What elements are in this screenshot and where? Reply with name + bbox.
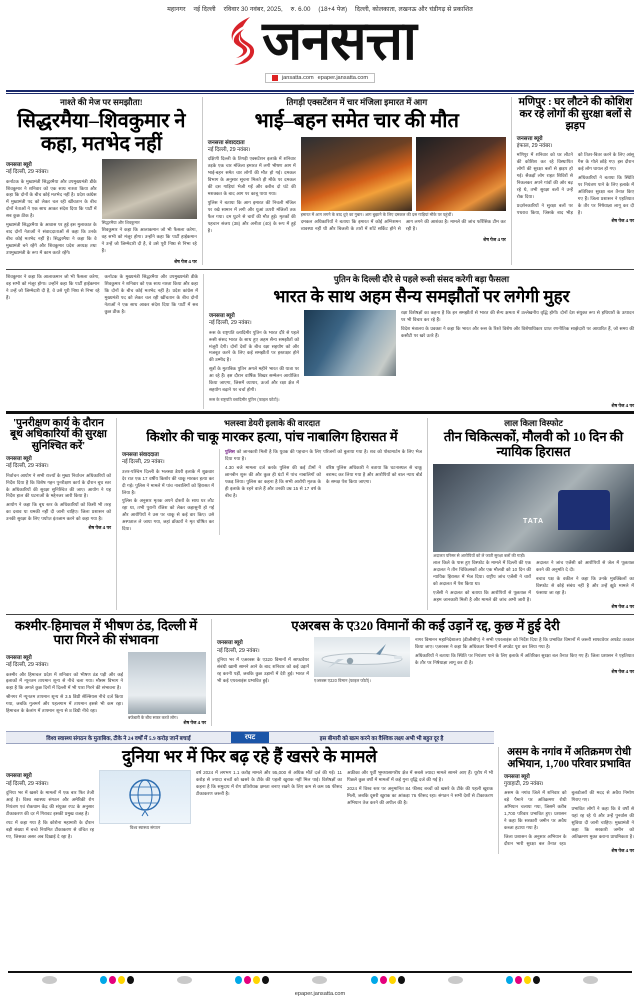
photo-caption: बर्फबारी के बीच सफर करते लोग।	[128, 714, 179, 720]
photo-caption: रूस के राष्ट्रपति व्लादिमीर पुतिन (फाइल फोटो)।	[209, 397, 280, 403]
story-body	[6, 179, 97, 258]
byline-dateline: नई दिल्ली, 29 नवंबर।	[6, 169, 49, 176]
photo-snowfall	[128, 652, 206, 714]
byline-source: जनसत्ता संवाददाता	[122, 452, 159, 459]
paragraph: दक्षिणी दिल्ली के तिगड़ी एक्सटेंशन इलाके में शनिवार तड़के एक चार मंजिला इमारत में लगी भीषण आग में भाई-बहन समेत चार लोगों की मौत हो गई। दमकल विभाग के अनुसार सूचना मिलते ही मौके पर दमकल की दस गाड़ियां भेजी गईं और करीब दो घंटे की मशक्कत के बाद आग पर काबू पाया गया।	[207, 156, 296, 196]
continued-label: शेष पेज 4 पर	[611, 848, 634, 854]
band-divider-2	[6, 411, 634, 414]
story-body	[517, 152, 634, 218]
paragraph: अधिकारियों ने बताया कि स्थिति पर नियंत्रण पाने के लिए इलाके में अतिरिक्त सुरक्षा बल तैनात किए गए हैं। जिला प्रशासन ने एहतियात के तौर पर निषेधाज्ञा लागू कर दी है।	[577, 175, 634, 216]
byline-dateline: नई दिल्ली, 29 नवंबर।	[6, 463, 49, 470]
byline-source: जनसत्ता ब्यूरो	[217, 640, 243, 647]
cmyk-dot-group	[506, 976, 540, 984]
paragraph: रक्षा विशेषज्ञों का कहना है कि इन समझौतों से भारत की सैन्य क्षमता में उल्लेखनीय वृद्धि होगी। दोनों देश संयुक्त रूप से हथियारों के उत्पादन पर भी विचार कर रहे हैं।	[401, 309, 634, 322]
masthead-logo-row	[8, 11, 632, 72]
byline	[217, 640, 309, 655]
story-airbus-a320	[217, 619, 634, 727]
byline-dateline: नई दिल्ली, 29 नवंबर।	[207, 146, 251, 153]
paragraph: मुख्यमंत्री सिद्धरमैया के आवास पर हुई इस मुलाकात के बाद दोनों नेताओं ने संवाददाताओं से कहा कि उनके बीच कोई मतभेद नहीं है। सिद्धरमैया ने कहा कि वे मुख्यमंत्री बने रहेंगे और शिवकुमार प्रदेश अध्यक्ष तथा उपमुख्यमंत्री के रूप में काम करते रहेंगे।	[6, 222, 97, 256]
headline: मणिपुर : घर लौटने की कोशिश कर रहे लोगों की सुरक्षा बलों से झड़प	[518, 97, 633, 132]
measles-strip	[6, 731, 494, 744]
photo-red-fort-custody	[433, 464, 634, 552]
story-body	[401, 310, 634, 340]
byline-source: जनसत्ता ब्यूरो	[6, 161, 32, 168]
byline-dateline: नई दिल्ली, 29 नवंबर।	[217, 647, 260, 654]
story-body	[415, 637, 634, 667]
byline-source: जनसत्ता ब्यूरो	[6, 455, 32, 462]
story-russia-india	[209, 274, 634, 409]
magenta-dot	[244, 976, 251, 984]
band-russia	[0, 274, 640, 409]
kicker: नाश्ते की मेज पर समझौता!	[60, 97, 143, 108]
story-body	[209, 330, 299, 395]
yellow-dot	[118, 976, 125, 984]
headline: एअरबस के ए320 विमानों की कई उड़ानें रद्द, कुछ में हुई देरी	[291, 617, 560, 633]
registration-mark	[448, 976, 463, 984]
paragraph: उत्तर-पश्चिम दिल्ली के भलस्वा डेयरी इलाके में शुक्रवार देर रात एक 17 वर्षीय किशोर की चाकू मारकर हत्या कर दी गई। पुलिस ने मामले में पांच नाबालिगों को हिरासत में लिया है।	[122, 468, 214, 495]
website-links[interactable]	[265, 73, 375, 83]
paragraph: कर्नाटक के मुख्यमंत्री सिद्धरमैया और उपमुख्यमंत्री डीके शिवकुमार ने शनिवार को एक साथ नाश्ता किया और कहा कि दोनों के बीच कोई मतभेद नहीं है। प्रदेश कांग्रेस में मुख्यमंत्री पद को लेकर चल रही खींचतान के बीच दोनों नेताओं ने एक साथ आकर संदेश दिया कि पार्टी में सब कुछ ठीक है।	[104, 274, 198, 315]
masthead-rule-thin	[6, 93, 634, 94]
continued-label: शेष पेज 4 पर	[611, 218, 634, 223]
photo-fire-closeup	[416, 137, 505, 211]
byline-dateline: नई दिल्ली, 29 नवंबर।	[122, 459, 165, 466]
headline: कश्मीर-हिमाचल में भीषण ठंड, दिल्ली में पारा गिरने की संभावना	[14, 617, 198, 648]
story-body	[217, 657, 309, 685]
story-manipur	[517, 97, 634, 265]
paragraph: 4.30 बजे मामला दर्ज करके पुलिस की कई टीमों ने छानबीन शुरू की और कुछ ही घंटों में पांच नाबालिगों को पकड़ लिया। पुलिस का कहना है कि सभी आरोपी मृतक के ही इलाके के रहने वाले हैं और उनकी उम्र 15 से 17 वर्ष के बीच है।	[225, 464, 321, 498]
story-siddaramaiah-jump	[6, 274, 198, 409]
byline	[6, 162, 97, 177]
photo-fire-building	[301, 137, 413, 211]
registration-mark	[42, 976, 57, 984]
headline: किशोर की चाकू मारकर हत्या, पांच नाबालिग हिरासत में	[146, 429, 398, 445]
masthead-date: रविवार 30 नवंबर, 2025,	[223, 6, 283, 13]
paragraph: दुनिया भर में एअरबस के ए320 विमानों में साफ्टवेयर संबंधी खामी सामने आने के बाद शनिवार को कई उड़ानें रद्द करनी पड़ीं, जबकि कुछ उड़ानों में देरी हुई। भारत में भी कई एयरलाइंस प्रभावित हुईं।	[217, 656, 309, 683]
paragraph: कश्मीर और हिमाचल प्रदेश में शनिवार को भीषण ठंड पड़ी और कई इलाकों में न्यूनतम तापमान शून्य से नीचे चला गया। मौसम विभाग ने कहा है कि अगले कुछ दिनों में दिल्ली में भी पारा गिरने की संभावना है।	[6, 671, 123, 691]
masthead-price: रु. 6.00	[290, 6, 311, 13]
story-red-fort-blast	[433, 418, 634, 610]
black-dot	[262, 976, 269, 984]
footer-url[interactable]: epaper.jansatta.com	[294, 991, 346, 997]
continued-label: शेष पेज 4 पर	[183, 720, 206, 726]
kicker: भलस्वा डेयरी इलाके की वारदात	[223, 417, 321, 428]
story-body	[6, 672, 123, 716]
byline-dateline: इंफाल, 29 नवंबर।	[516, 142, 553, 149]
photo-caption: सिद्धरमैया और शिवकुमार	[101, 219, 140, 225]
paragraph: दुनिया भर में खसरे के मामलों में एक बार फिर तेजी आई है। विश्व स्वास्थ्य संगठन और अमेरिकी रोग नियंत्रण एवं रोकथाम केंद्र की संयुक्त रपट के अनुसार टीकाकरण की दर में गिरावट इसकी प्रमुख वजह है।	[6, 790, 94, 816]
magenta-dot	[380, 976, 387, 984]
story-measles	[6, 747, 493, 854]
magenta-dot	[109, 976, 116, 984]
paragraph: जिला प्रशासन के अनुसार अभियान के दौरान भारी सुरक्षा बल तैनात रहा। बुलडोजरों की मदद से अवैध निर्माण गिराए गए।	[504, 790, 634, 847]
kicker: लाल किला विस्फोट	[504, 417, 563, 428]
byline-dateline: नई दिल्ली, 29 नवंबर।	[6, 780, 49, 787]
black-dot	[127, 976, 134, 984]
cmyk-registration-row	[0, 973, 640, 984]
continued-label: शेष पेज 4 पर	[611, 669, 634, 675]
lead-rest: को जानकारी मिली है कि युवक की पहचान के लिए परिजनों को बुलाया गया है। शव को पोस्टमार्टम के लिए भेज दिया गया है।	[225, 449, 422, 461]
paragraph: आयोग ने कहा कि बूथ स्तर के अधिकारियों को किसी भी तरह का दबाव या धमकी नहीं दी जानी चाहिए। जिला प्रशासन को उनकी सुरक्षा के लिए पर्याप्त इंतजाम करने को कहा गया है।	[6, 502, 111, 522]
strip-left-text: विश्व स्वास्थ्य संगठन के मुताबिक, टीके ने 24 वर्षों में 5.9 करोड़ जानें बचाईं	[46, 735, 191, 742]
yellow-dot	[389, 976, 396, 984]
story-cold-wave	[6, 619, 206, 727]
story-assam-eviction	[504, 747, 634, 854]
paragraph: निर्वाचन आयोग ने सभी राज्यों के मुख्य निर्वाचन अधिकारियों को निर्देश दिया है कि विशेष गहन पुनरीक्षण कार्य के दौरान बूथ स्तर के अधिकारियों की सुरक्षा सुनिश्चित की जाए। आयोग ने यह निर्देश हाल की घटनाओं के मद्देनजर जारी किया है।	[6, 472, 111, 499]
photo-caption: इमारत में आग लगने के बाद धुएं का गुबार। आग बुझाने के लिए दमकल की दस गाड़ियां मौके पर पहुंचीं।	[300, 211, 453, 217]
paragraph: पुलिस के अनुसार मृतक अपने दोस्तों के साथ घर लौट रहा था, तभी पुरानी रंजिश को लेकर कहासुनी हो गई और आरोपियों ने उस पर चाकू से कई वार किए। उसे अस्पताल ले जाया गया, जहां डॉक्टरों ने मृत घोषित कर दिया।	[122, 498, 214, 532]
cyan-dot	[235, 976, 242, 984]
band-cold-airbus	[0, 619, 640, 727]
paragraph: असम के नगांव जिले में शनिवार को बड़े पैमाने पर अतिक्रमण रोधी अभियान चलाया गया, जिसमें करीब 1,700 परिवार प्रभावित हुए। प्रशासन ने कहा कि सरकारी जमीन पर अवैध कब्जा हटाया गया है।	[504, 790, 567, 831]
site-link-epaper[interactable]: epaper.jansatta.com	[317, 75, 369, 82]
story-ec-booth-safety	[6, 418, 111, 610]
headline: तीन चिकित्सकों, मौलवी को 10 दिन की न्यायिक हिरासत	[443, 429, 624, 460]
paragraph: सूत्रों के मुताबिक पुतिन अगले महीने भारत की यात्रा पर आ रहे हैं। इस दौरान वार्षिक शिखर सम्मेलन आयोजित किया जाएगा, जिसमें व्यापार, ऊर्जा और रक्षा क्षेत्र में सहयोग बढ़ाने पर चर्चा होगी।	[209, 366, 299, 393]
continued-label: शेष पेज 4 पर	[611, 402, 634, 408]
photo-airbus-plane	[314, 637, 410, 677]
headline: असम के नगांव में अतिक्रमण रोधी अभियान, 1,700 परिवार प्रभावित	[506, 747, 631, 771]
story-body	[196, 770, 493, 807]
magenta-dot	[515, 976, 522, 984]
byline	[122, 452, 214, 467]
byline	[6, 456, 111, 471]
byline-dateline: नई दिल्ली, 29 नवंबर।	[209, 320, 252, 327]
kicker: तिगड़ी एक्सटेंशन में चार मंजिला इमारत में आग	[286, 97, 428, 108]
paragraph: रपट में कहा गया है कि कोरोना महामारी के दौरान बड़ी संख्या में बच्चे नियमित टीकाकरण से वंचित रह गए, जिसका असर अब दिखाई दे रहा है।	[6, 819, 94, 839]
paragraph: बचाव पक्ष के वकील ने कहा कि उनके मुवक्किलों का विस्फोट से कोई संबंध नहीं है और उन्हें झूठे मामले में फंसाया जा रहा है।	[536, 575, 634, 595]
byline-dateline: नई दिल्ली, 29 नवंबर।	[6, 662, 49, 669]
headline: सिद्धरमैया–शिवकुमार ने कहा, मतभेद नहीं	[17, 110, 186, 155]
flame-icon	[224, 15, 258, 67]
cyan-dot	[371, 976, 378, 984]
black-dot	[398, 976, 405, 984]
cmyk-dot-group	[235, 976, 269, 984]
graphic-caption: विश्व स्वास्थ्य संगठन	[129, 825, 161, 831]
paragraph: प्रदर्शनकारियों ने सुरक्षा बलों पर पथराव किया, जिसके बाद भीड़ को तितर-बितर करने के लिए आंसू गैस के गोले छोड़े गए। इस दौरान कई लोग घायल हो गए।	[516, 152, 634, 216]
band-bottom	[0, 747, 640, 854]
favicon-icon	[272, 75, 278, 81]
byline	[6, 773, 94, 788]
byline-dateline: गुवाहाटी, 29 नवंबर।	[504, 781, 544, 788]
photo-caption: एअरबस ए320 विमान (फाइल फोटो)।	[314, 678, 371, 684]
photo-siddaramaiah-shivakumar	[102, 159, 197, 219]
continued-label: शेष पेज 4 पर	[88, 525, 111, 531]
headline: 'पुनरीक्षण कार्य के दौरान बूथ अधिकारियों की सुरक्षा सुनिश्चित करें'	[10, 417, 107, 453]
byline-source: जनसत्ता ब्यूरो	[516, 135, 543, 142]
registration-mark	[177, 976, 192, 984]
masthead-pages: (18+4 पेज)	[318, 6, 348, 13]
band-middle	[0, 418, 640, 610]
paragraph: अफ्रीका और पूर्वी भूमध्यसागरीय क्षेत्र में सबसे ज्यादा मामले सामने आए हैं। यूरोप में भी पिछले कुछ वर्षों में मामलों में कई गुना वृद्धि दर्ज की गई है।	[347, 770, 493, 783]
paragraph: 2024 में विश्व स्तर पर अनुमानित 84 फीसद बच्चों को खसरे के टीके की पहली खुराक मिली, जबकि दूसरी खुराक का आंकड़ा 76 फीसद रहा। संगठन ने सभी देशों से टीकाकरण अभियान तेज करने की अपील की है।	[347, 786, 493, 806]
paragraph: दमकल अधिकारियों ने बताया कि इमारत में कोई अग्निशमन व्यवस्था नहीं थी और बिजली के तारों में शॉर्ट सर्किट होने से आग लगने की आशंका है। मामले की जांच फॉरेंसिक टीम कर रही है।	[300, 219, 506, 231]
masthead-title: जनसत्ता	[262, 11, 416, 72]
photo-putin	[304, 310, 396, 376]
continued-label: शेष पेज 4 पर	[611, 603, 634, 609]
yellow-dot	[253, 976, 260, 984]
band-divider-3	[6, 614, 634, 615]
top-band	[0, 97, 640, 265]
cmyk-dot-group	[371, 976, 405, 984]
byline-source: जनसत्ता ब्यूरो	[504, 773, 530, 780]
paragraph-figures: वर्ष 2024 में लगभग 1.1 करोड़ मामले और 95,000 से अधिक मौतें दर्ज की गईं। 11 करोड़ से ज्यादा बच्चों को खसरे के टीके की पहली खुराक नहीं मिल पाई। विशेषज्ञों का कहना है कि समुदाय में रोग प्रतिरोधक क्षमता बनाए रखने के लिए कम से कम 95 फीसद टीकाकरण जरूरी है।	[196, 770, 342, 797]
cyan-dot	[100, 976, 107, 984]
paragraph: शिवकुमार ने कहा कि आलाकमान जो भी फैसला करेगा, वह सभी को मंजूर होगा। उन्होंने कहा कि पार्टी हाईकमान ने उन्हें जो जिम्मेदारी दी है, वे उसे पूरी निष्ठा से निभा रहे हैं।	[6, 274, 100, 301]
paragraph: पुलिस ने बताया कि आग इमारत की निचली मंजिल पर रखे सामान में लगी और धुआं ऊपरी मंजिलों तक फैल गया। दम घुटने से चारों की मौत हुई। मृतकों की पहचान संजय (38) और अनीता (40) के रूप में हुई है।	[207, 199, 296, 233]
site-link-main[interactable]: jansatta.com	[281, 75, 314, 82]
cmyk-dot-group	[100, 976, 134, 984]
byline	[209, 313, 299, 328]
byline	[6, 655, 123, 670]
story-body	[208, 156, 296, 235]
byline-source: जनसत्ता संवाददाता	[207, 139, 245, 146]
paragraph: लाल किले के पास हुए विस्फोट के मामले में दिल्ली की एक अदालत ने तीन चिकित्सकों और एक मौलवी को 10 दिन की न्यायिक हिरासत में भेज दिया। राष्ट्रीय जांच एजेंसी ने चारों को अदालत में पेश किया था।	[433, 560, 531, 586]
story-fire-tigri	[208, 97, 506, 265]
masthead-rule-thick	[6, 90, 634, 92]
photo-caption: अदालत परिसर से आरोपियों को ले जाती सुरक्षा बलों की गाड़ी।	[433, 552, 526, 558]
continued-label: शेष पेज 4 पर	[483, 236, 506, 242]
byline-source: जनसत्ता ब्यूरो	[6, 654, 32, 661]
paragraph: रूस के राष्ट्रपति व्लादिमीर पुतिन के भारत दौरे से पहले रूसी संसद भारत के साथ हुए अहम सैन्य समझौतों को मंजूरी देगी। दोनों देशों के बीच रक्षा सहयोग को और मजबूत करने के लिए कई समझौतों पर हस्ताक्षर होने की उम्मीद है।	[209, 329, 299, 363]
strip-badge: रपट	[231, 732, 269, 743]
story-body	[122, 469, 214, 534]
yellow-dot	[524, 976, 531, 984]
masthead-edition: महानगर	[167, 6, 186, 13]
masthead-city: नई दिल्ली	[193, 6, 216, 13]
paragraph: शिवकुमार ने कहा कि आलाकमान जो भी फैसला करेगा, वह सभी को मंजूर होगा। उन्होंने कहा कि पार्टी हाईकमान ने उन्हें जो जिम्मेदारी दी है, वे उसे पूरी निष्ठा से निभा रहे हैं।	[101, 227, 197, 254]
story-siddaramaiah	[6, 97, 197, 265]
masthead	[0, 0, 640, 86]
paragraph: मणिपुर में शनिवार को घर लौटने की कोशिश कर रहे विस्थापित लोगों की सुरक्षा बलों से झड़प हो गई। सैकड़ों लोग राहत शिविरों से निकलकर अपने गांवों की ओर बढ़ रहे थे, तभी सुरक्षा बलों ने उन्हें रोक दिया।	[516, 152, 573, 200]
headline: दुनिया भर में फिर बढ़ रहे हैं खसरे के मामले	[122, 747, 377, 767]
paragraph: वरिष्ठ पुलिस अधिकारी ने बताया कि घटनास्थल से चाकू बरामद कर लिया गया है और आरोपियों को बाल न्याय बोर्ड के समक्ष पेश किया जाएगा।	[326, 464, 422, 484]
paragraph: प्रभावित लोगों ने कहा कि वे वर्षों से यहां रह रहे थे और उन्हें पुनर्वास की सुविधा दी जानी चाहिए। मुख्यमंत्री ने कहा कि सरकारी जमीन को अतिक्रमण मुक्त कराना प्राथमिकता है।	[571, 806, 634, 840]
paragraph: श्रीनगर में न्यूनतम तापमान शून्य से 3.5 डिग्री सेल्सियस नीचे दर्ज किया गया, जबकि गुलमर्ग और पहलगाम में तापमान इससे भी कम रहा। हिमाचल के केलांग में तापमान शून्य से 8 डिग्री नीचे रहा।	[6, 694, 123, 714]
byline	[517, 136, 634, 151]
byline-source: जनसत्ता ब्यूरो	[6, 773, 32, 780]
cyan-dot	[506, 976, 513, 984]
who-logo-graphic	[99, 770, 191, 824]
lead-tag: पुलिस	[225, 449, 235, 455]
strip-right-text: इस बीमारी को खत्म करने का वैश्विक लक्ष्य अभी भी बहुत दूर है	[319, 735, 444, 742]
story-body	[6, 790, 94, 841]
registration-mark	[583, 976, 598, 984]
paragraph: कर्नाटक के मुख्यमंत्री सिद्धरमैया और उपमुख्यमंत्री डीके शिवकुमार ने शनिवार को एक साथ नाश्ता किया और कहा कि दोनों के बीच कोई मतभेद नहीं है। प्रदेश कांग्रेस में मुख्यमंत्री पद को लेकर चल रही खींचतान के बीच दोनों नेताओं ने एक साथ आकर संदेश दिया कि पार्टी में सब कुछ ठीक है।	[6, 178, 97, 219]
byline	[504, 774, 634, 789]
registration-mark	[312, 976, 327, 984]
band-divider	[6, 269, 634, 270]
photo-figure	[558, 490, 610, 530]
continued-label: शेष पेज 4 पर	[174, 259, 197, 265]
headline: भाई–बहन समेत चार की मौत	[254, 110, 459, 133]
paragraph: विदेश मंत्रालय के प्रवक्ता ने कहा कि भारत और रूस के रिश्ते विशेष और विशेषाधिकार प्राप्त रणनीतिक साझेदारी पर आधारित हैं, जो समय की कसौटी पर खरे उतरे हैं।	[401, 325, 634, 338]
vehicle-brand-label: TATA	[522, 518, 545, 526]
byline	[208, 140, 296, 155]
black-dot	[533, 976, 540, 984]
story-body	[6, 473, 111, 524]
story-bhalswa-knife	[122, 418, 422, 610]
paragraph: एजेंसी ने अदालत को बताया कि आरोपियों से पूछताछ में अहम जानकारी मिली है और मामले की जांच अभी जारी है। अदालत ने जांच एजेंसी को आरोपियों से जेल में पूछताछ करने की अनुमति दे दी।	[433, 560, 634, 602]
kicker: पुतिन के दिल्ली दौरे से पहले रूसी संसद करेगी बड़ा फैसला	[333, 274, 510, 285]
masthead-published: दिल्ली, कोलकाता, लखनऊ और चंडीगढ़ से प्रकाशित	[355, 6, 473, 13]
headline: भारत के साथ अहम सैन्य समझौतों पर लगेगी मुहर	[273, 286, 570, 306]
byline-source: जनसत्ता ब्यूरो	[209, 312, 235, 319]
story-body	[504, 790, 634, 848]
paragraph: अधिकारियों ने बताया कि स्थिति पर नियंत्रण पाने के लिए इलाके में अतिरिक्त सुरक्षा बल तैनात किए गए हैं। जिला प्रशासन ने एहतियात के तौर पर निषेधाज्ञा लागू कर दी है।	[415, 653, 634, 666]
lead-note	[225, 449, 422, 463]
paragraph: नागर विमानन महानिदेशालय (डीजीसीए) ने सभी एयरलाइंस को निर्देश दिया है कि प्रभावित विमानों में जरूरी साफ्टवेयर अपडेट तत्काल किया जाए। एअरबस ने कहा कि अधिकतर विमानों में अपडेट पूरा कर लिया गया है।	[415, 637, 634, 650]
story-body	[433, 560, 634, 604]
